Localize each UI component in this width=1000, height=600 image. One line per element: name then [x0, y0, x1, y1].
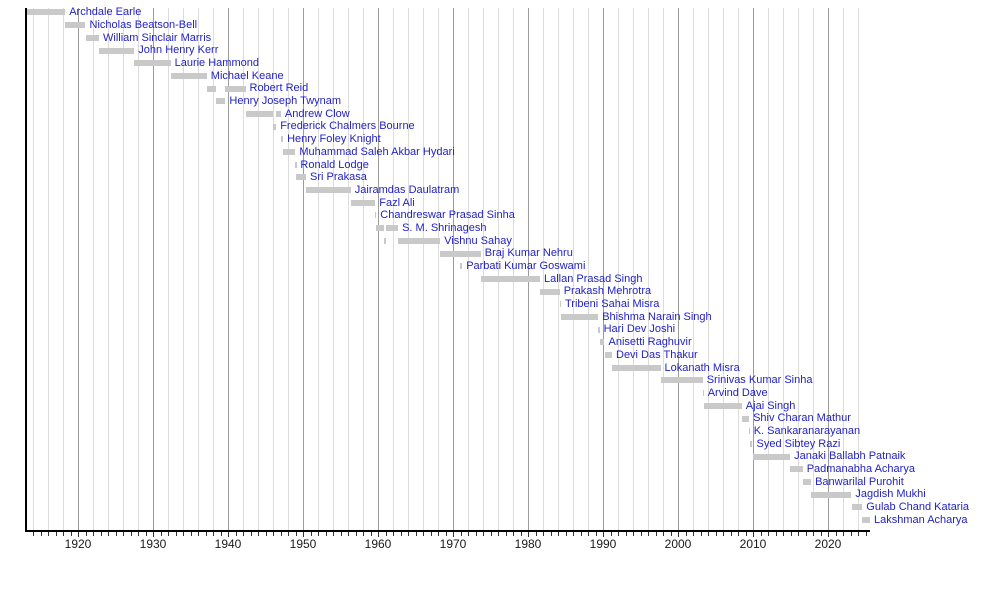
year-tick — [221, 532, 222, 536]
minor-gridline — [333, 8, 334, 530]
minor-gridline — [198, 8, 199, 530]
term-bar — [375, 212, 376, 218]
term-bar — [749, 428, 750, 434]
year-tick — [296, 532, 297, 536]
axis-year-label: 1950 — [289, 537, 317, 551]
axis-year-label: 1960 — [364, 537, 392, 551]
minor-gridline — [618, 8, 619, 530]
x-axis-line — [25, 530, 870, 532]
axis-year-label: 1970 — [439, 537, 467, 551]
year-tick — [56, 532, 57, 536]
term-bar — [703, 390, 704, 396]
term-bar — [460, 263, 462, 269]
governor-label[interactable]: John Henry Kerr — [138, 44, 219, 57]
year-tick — [326, 532, 327, 536]
year-tick — [161, 532, 162, 536]
year-tick — [371, 532, 372, 536]
year-tick — [813, 532, 814, 536]
minor-gridline — [588, 8, 589, 530]
minor-gridline — [108, 8, 109, 530]
term-bar — [273, 124, 277, 130]
minor-gridline — [48, 8, 49, 530]
term-bar — [65, 22, 85, 28]
minor-gridline — [63, 8, 64, 530]
decade-gridline — [78, 8, 79, 530]
year-tick — [191, 532, 192, 536]
term-bar — [753, 454, 791, 460]
year-tick — [213, 532, 214, 536]
year-tick — [558, 532, 559, 536]
governor-label[interactable]: Jairamdas Daulatram — [354, 183, 460, 196]
term-bar — [852, 504, 863, 510]
minor-gridline — [138, 8, 139, 530]
year-tick — [858, 532, 859, 536]
decade-gridline — [678, 8, 679, 530]
governor-label[interactable]: Andrew Clow — [284, 107, 350, 120]
term-bar — [598, 327, 599, 333]
governor-label[interactable]: Arvind Dave — [707, 386, 768, 399]
year-tick — [206, 532, 207, 536]
minor-gridline — [438, 8, 439, 530]
minor-gridline — [348, 8, 349, 530]
term-bar — [295, 162, 296, 168]
year-tick — [236, 532, 237, 536]
minor-gridline — [708, 8, 709, 530]
year-tick — [618, 532, 619, 536]
minor-gridline — [393, 8, 394, 530]
year-tick — [468, 532, 469, 536]
year-tick — [416, 532, 417, 536]
axis-year-label: 1980 — [514, 537, 542, 551]
year-tick — [318, 532, 319, 536]
governor-label[interactable]: Syed Sibtey Razi — [756, 437, 841, 450]
term-bar — [384, 238, 385, 244]
year-tick — [641, 532, 642, 536]
term-bar — [296, 174, 306, 180]
term-bar — [560, 301, 561, 307]
year-tick — [63, 532, 64, 536]
year-tick — [123, 532, 124, 536]
year-tick — [738, 532, 739, 536]
year-tick — [431, 532, 432, 536]
year-tick — [288, 532, 289, 536]
term-bar — [26, 9, 65, 15]
year-tick — [273, 532, 274, 536]
term-bar — [386, 225, 398, 231]
year-tick — [633, 532, 634, 536]
year-tick — [843, 532, 844, 536]
year-tick — [101, 532, 102, 536]
year-tick — [566, 532, 567, 536]
term-bar — [306, 187, 351, 193]
governor-label[interactable]: Lakshman Acharya — [874, 513, 968, 526]
year-tick — [626, 532, 627, 536]
minor-gridline — [423, 8, 424, 530]
minor-gridline — [33, 8, 34, 530]
term-bar — [246, 111, 273, 117]
decade-gridline — [453, 8, 454, 530]
term-bar — [398, 238, 440, 244]
year-tick — [251, 532, 252, 536]
term-bar — [481, 276, 540, 282]
year-tick — [243, 532, 244, 536]
year-tick — [498, 532, 499, 536]
governor-label[interactable]: Prakash Mehrotra — [563, 285, 652, 298]
governor-label[interactable]: Henry Foley Knight — [287, 133, 381, 146]
year-tick — [761, 532, 762, 536]
axis-year-label: 2020 — [814, 537, 842, 551]
year-tick — [33, 532, 34, 536]
year-tick — [356, 532, 357, 536]
governor-label[interactable]: Jagdish Mukhi — [855, 488, 926, 501]
year-tick — [258, 532, 259, 536]
term-bar — [86, 35, 100, 41]
term-bar — [281, 136, 283, 142]
year-tick — [768, 532, 769, 536]
year-tick — [663, 532, 664, 536]
term-bar — [283, 149, 295, 155]
year-tick — [723, 532, 724, 536]
decade-gridline — [378, 8, 379, 530]
year-tick — [506, 532, 507, 536]
year-tick — [701, 532, 702, 536]
governor-label[interactable]: Banwarilal Purohit — [815, 475, 904, 488]
year-tick — [821, 532, 822, 536]
minor-gridline — [363, 8, 364, 530]
year-tick — [791, 532, 792, 536]
year-tick — [41, 532, 42, 536]
governor-label[interactable]: Padmanabha Acharya — [806, 463, 915, 475]
governor-label[interactable]: William Sinclair Marris — [103, 31, 212, 44]
year-tick — [806, 532, 807, 536]
minor-gridline — [168, 8, 169, 530]
year-tick — [48, 532, 49, 536]
year-tick — [116, 532, 117, 536]
year-tick — [798, 532, 799, 536]
year-tick — [671, 532, 672, 536]
governor-label[interactable]: Frederick Chalmers Bourne — [280, 120, 415, 133]
governor-label[interactable]: Muhammad Saleh Akbar Hydari — [299, 145, 455, 158]
year-tick — [333, 532, 334, 536]
year-tick — [281, 532, 282, 536]
minor-gridline — [663, 8, 664, 530]
governor-label[interactable]: Parbati Kumar Goswami — [466, 260, 586, 272]
year-tick — [401, 532, 402, 536]
governor-label[interactable]: Hari Dev Joshi — [603, 323, 676, 336]
term-bar — [600, 339, 605, 345]
term-bar — [171, 73, 207, 79]
year-tick — [198, 532, 199, 536]
year-tick — [423, 532, 424, 536]
year-tick — [588, 532, 589, 536]
year-tick — [408, 532, 409, 536]
year-tick — [446, 532, 447, 536]
term-bar — [207, 86, 216, 92]
governor-label[interactable]: Laurie Hammond — [174, 57, 259, 69]
minor-gridline — [93, 8, 94, 530]
year-tick — [363, 532, 364, 536]
year-tick — [693, 532, 694, 536]
year-tick — [776, 532, 777, 536]
axis-year-label: 1920 — [64, 537, 92, 551]
term-bar — [376, 225, 384, 231]
term-bar — [351, 200, 376, 206]
year-tick — [686, 532, 687, 536]
year-tick — [851, 532, 852, 536]
minor-gridline — [648, 8, 649, 530]
term-bar — [440, 251, 481, 257]
minor-gridline — [768, 8, 769, 530]
year-tick — [543, 532, 544, 536]
year-tick — [573, 532, 574, 536]
axis-year-label: 1990 — [589, 537, 617, 551]
year-tick — [311, 532, 312, 536]
year-tick — [746, 532, 747, 536]
year-tick — [581, 532, 582, 536]
term-bar — [540, 289, 560, 295]
year-tick — [461, 532, 462, 536]
minor-gridline — [633, 8, 634, 530]
governor-label[interactable]: Michael Keane — [210, 69, 284, 82]
governor-label[interactable]: Tribeni Sahai Misra — [565, 298, 660, 311]
minor-gridline — [318, 8, 319, 530]
governor-label[interactable]: Devi Das Thakur — [616, 348, 698, 361]
term-bar — [742, 416, 749, 422]
governor-label[interactable]: Lokanath Misra — [664, 361, 740, 374]
term-bar — [750, 441, 753, 447]
year-tick — [716, 532, 717, 536]
decade-gridline — [153, 8, 154, 530]
term-bar — [225, 86, 245, 92]
minor-gridline — [723, 8, 724, 530]
governor-label[interactable]: Shiv Charan Mathur — [753, 412, 851, 425]
year-tick — [176, 532, 177, 536]
governor-label[interactable]: Anisetti Raghuvir — [608, 336, 692, 349]
year-tick — [183, 532, 184, 536]
year-tick — [731, 532, 732, 536]
year-tick — [138, 532, 139, 536]
year-tick — [596, 532, 597, 536]
term-bar — [216, 98, 226, 104]
year-tick — [783, 532, 784, 536]
minor-gridline — [738, 8, 739, 530]
governor-label[interactable]: S. M. Shrinagesh — [402, 221, 487, 234]
term-bar — [605, 352, 613, 358]
year-tick — [86, 532, 87, 536]
governor-label[interactable]: Srinivas Kumar Sinha — [706, 374, 813, 387]
governor-label[interactable]: Archdale Earle — [69, 6, 142, 19]
decade-gridline — [603, 8, 604, 530]
year-tick — [393, 532, 394, 536]
axis-year-label: 2010 — [739, 537, 767, 551]
year-tick — [93, 532, 94, 536]
term-bar — [561, 314, 598, 320]
year-tick — [521, 532, 522, 536]
year-tick — [146, 532, 147, 536]
year-tick — [476, 532, 477, 536]
governor-label[interactable]: Sri Prakasa — [310, 171, 367, 184]
minor-gridline — [693, 8, 694, 530]
year-tick — [341, 532, 342, 536]
governor-label[interactable]: Chandreswar Prasad Sinha — [380, 209, 515, 222]
year-tick — [708, 532, 709, 536]
year-tick — [131, 532, 132, 536]
year-tick — [513, 532, 514, 536]
axis-year-label: 1930 — [139, 537, 167, 551]
year-tick — [348, 532, 349, 536]
term-bar — [276, 111, 281, 117]
governor-label[interactable]: Ronald Lodge — [300, 158, 369, 171]
plot-left-border — [25, 8, 27, 530]
term-bar — [612, 365, 661, 371]
governor-label[interactable]: K. Sankaranarayanan — [753, 425, 861, 437]
governor-label[interactable]: Lallan Prasad Singh — [544, 272, 643, 285]
year-tick — [536, 532, 537, 536]
governor-label[interactable]: Vishnu Sahay — [444, 234, 512, 247]
year-tick — [168, 532, 169, 536]
year-tick — [483, 532, 484, 536]
term-bar — [803, 479, 811, 485]
term-bar — [661, 377, 703, 383]
year-tick — [266, 532, 267, 536]
minor-gridline — [123, 8, 124, 530]
axis-year-label: 2000 — [664, 537, 692, 551]
year-tick — [866, 532, 867, 536]
governor-label[interactable]: Bhishma Narain Singh — [602, 310, 712, 323]
axis-year-label: 1940 — [214, 537, 242, 551]
term-bar — [99, 48, 134, 54]
minor-gridline — [408, 8, 409, 530]
governor-label[interactable]: Henry Joseph Twynam — [229, 95, 342, 107]
year-tick — [71, 532, 72, 536]
year-tick — [836, 532, 837, 536]
governor-label[interactable]: Robert Reid — [249, 82, 309, 95]
year-tick — [656, 532, 657, 536]
year-tick — [551, 532, 552, 536]
year-tick — [438, 532, 439, 536]
minor-gridline — [183, 8, 184, 530]
governor-label[interactable]: Gulab Chand Kataria — [866, 501, 970, 514]
year-tick — [386, 532, 387, 536]
year-tick — [108, 532, 109, 536]
term-bar — [790, 466, 803, 472]
term-bar — [704, 403, 742, 409]
term-bar — [134, 60, 170, 66]
year-tick — [491, 532, 492, 536]
year-tick — [611, 532, 612, 536]
minor-gridline — [783, 8, 784, 530]
governor-label[interactable]: Fazl Ali — [379, 196, 415, 209]
governor-label[interactable]: Braj Kumar Nehru — [484, 247, 573, 260]
governor-label[interactable]: Janaki Ballabh Patnaik — [794, 450, 906, 463]
term-bar — [862, 517, 870, 523]
term-bar — [811, 492, 851, 498]
decade-gridline — [753, 8, 754, 530]
year-tick — [648, 532, 649, 536]
governor-label[interactable]: Nicholas Beatson-Bell — [89, 18, 198, 31]
governor-label[interactable]: Ajai Singh — [745, 399, 796, 412]
